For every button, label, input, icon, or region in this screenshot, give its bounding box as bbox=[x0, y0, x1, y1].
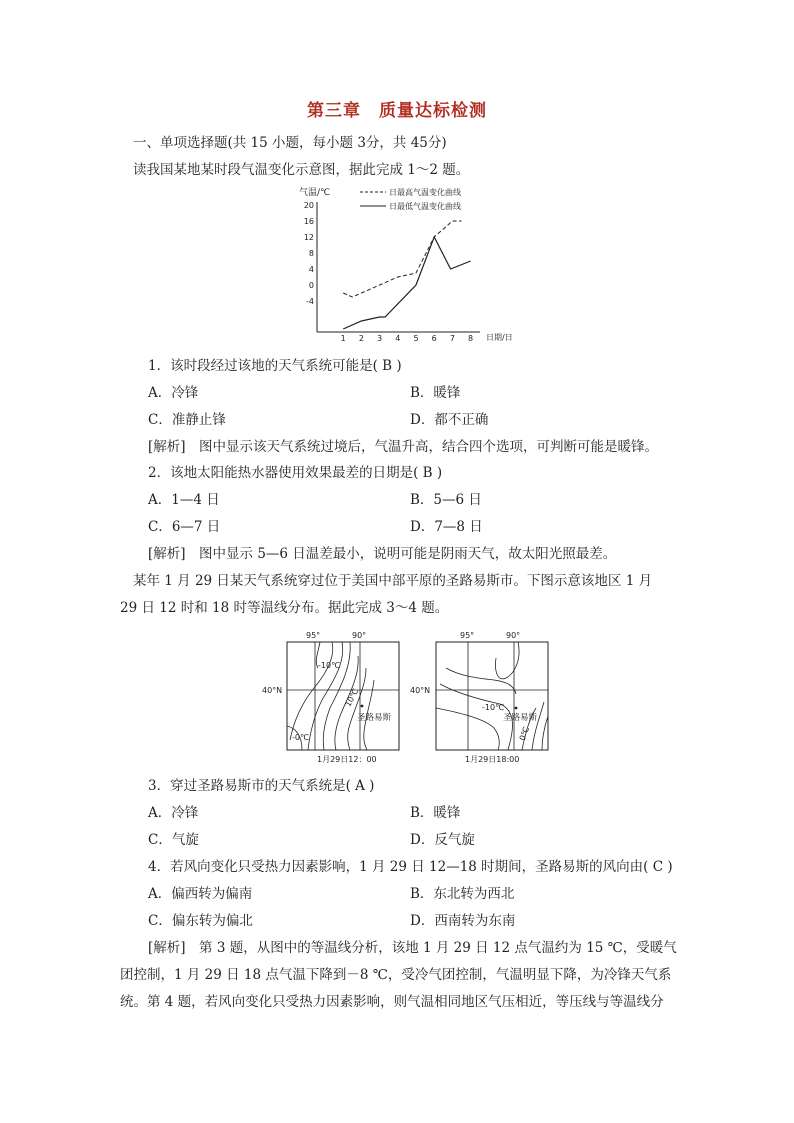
map2-isotherm bbox=[436, 708, 499, 750]
q4-option-c[interactable]: C．偏东转为偏北 bbox=[148, 913, 253, 929]
q3-option-c[interactable]: C．气旋 bbox=[148, 832, 199, 848]
map2-isotherm bbox=[440, 684, 513, 750]
map2-lat-40: 40°N bbox=[410, 686, 431, 695]
map1-lon-95: 95° bbox=[306, 631, 321, 640]
y-tick-label: 16 bbox=[303, 217, 314, 226]
map1-lat-40: 40°N bbox=[262, 686, 283, 695]
q1-analysis: [解析] 图中显示该天气系统过境后，气温升高，结合四个选项，可判断可能是暖锋。 bbox=[148, 439, 659, 455]
map1-label-0: -0℃ bbox=[292, 733, 309, 742]
isotherm-map-1200 bbox=[262, 628, 410, 768]
y-tick-label: 20 bbox=[303, 201, 314, 210]
y-tick-label: 4 bbox=[308, 265, 314, 274]
legend-high: 日最高气温变化曲线 bbox=[389, 188, 461, 197]
map1-city-marker bbox=[361, 705, 364, 708]
q2-stem: 2．该地太阳能热水器使用效果最差的日期是( B ) bbox=[148, 465, 443, 481]
q2-option-a[interactable]: A．1—4 日 bbox=[148, 492, 220, 508]
map2-label-minus10: -10℃ bbox=[482, 703, 505, 712]
q3-option-a[interactable]: A．冷锋 bbox=[148, 805, 199, 821]
x-tick-label: 6 bbox=[431, 334, 437, 343]
map2-isotherm bbox=[542, 716, 548, 750]
map1-lon-90: 90° bbox=[352, 631, 367, 640]
q2-option-b[interactable]: B．5—6 日 bbox=[410, 492, 482, 508]
map2-label-0: 0℃ bbox=[517, 725, 532, 742]
map1-isotherm bbox=[308, 642, 343, 750]
y-tick-label: 0 bbox=[308, 281, 314, 290]
q3-option-b[interactable]: B．暖锋 bbox=[410, 805, 461, 821]
q1-stem: 1．该时段经过该地的天气系统可能是( B ) bbox=[148, 358, 402, 374]
q2-analysis: [解析] 图中显示 5—6 日温差最小，说明可能是阴雨天气，故太阳光照最差。 bbox=[148, 546, 617, 562]
x-tick-label: 8 bbox=[468, 334, 474, 343]
map2-city: 圣路易斯 bbox=[503, 713, 538, 723]
y-tick-label: -4 bbox=[306, 297, 314, 306]
q1-option-b[interactable]: B．暖锋 bbox=[410, 385, 461, 401]
x-tick-label: 2 bbox=[358, 334, 364, 343]
q4-option-d[interactable]: D．西南转为东南 bbox=[410, 913, 516, 929]
map1-city: 圣路易斯 bbox=[357, 713, 392, 723]
map1-isotherm bbox=[323, 642, 350, 750]
q4-option-a[interactable]: A．偏西转为偏南 bbox=[148, 886, 253, 902]
chart-ylabel: 气温/℃ bbox=[299, 188, 331, 198]
intro-text-1: 读我国某地某时段气温变化示意图，据此完成 1～2 题。 bbox=[133, 162, 470, 178]
y-tick-label: 12 bbox=[303, 233, 314, 242]
x-tick-label: 3 bbox=[377, 334, 383, 343]
section-heading: 一、单项选择题(共 15 小题，每小题 3分，共 45分) bbox=[133, 135, 447, 151]
map2-city-marker bbox=[515, 707, 518, 710]
q1-option-d[interactable]: D．都不正确 bbox=[410, 412, 489, 428]
map1-isotherm bbox=[348, 668, 366, 750]
map2-frame bbox=[436, 642, 548, 750]
map2-caption: 1月29日18:00 bbox=[465, 755, 520, 764]
q34-analysis-line3: 统。第 4 题，若风向变化只受热力因素影响，则气温相同地区气压相近，等压线与等温线分 bbox=[120, 994, 664, 1010]
x-tick-label: 1 bbox=[340, 334, 346, 343]
q4-stem: 4．若风向变化只受热力因素影响，1 月 29 日 12—18 时期间，圣路易斯的风向由( C ) bbox=[148, 859, 673, 875]
q2-option-d[interactable]: D．7—8 日 bbox=[410, 519, 483, 535]
q1-option-a[interactable]: A．冷锋 bbox=[148, 385, 199, 401]
q3-stem: 3．穿过圣路易斯市的天气系统是( A ) bbox=[148, 778, 375, 794]
q34-analysis-line1: [解析] 第 3 题，从图中的等温线分析，该地 1 月 29 日 12 点气温约为 15 ℃，受暖气 bbox=[148, 940, 677, 956]
chart-xlabel: 日期/日 bbox=[486, 333, 513, 342]
map1-label-10: 10℃ bbox=[343, 687, 361, 709]
y-tick-label: 8 bbox=[308, 249, 314, 258]
q4-option-b[interactable]: B．东北转为西北 bbox=[410, 886, 515, 902]
q1-option-c[interactable]: C．准静止锋 bbox=[148, 412, 226, 428]
x-tick-label: 5 bbox=[413, 334, 419, 343]
intro-text-2-line2: 29 日 12 时和 18 时等温线分布。据此完成 3～4 题。 bbox=[120, 600, 449, 616]
map1-isotherm bbox=[290, 642, 333, 740]
isotherm-map-1800 bbox=[410, 628, 558, 768]
x-tick-label: 7 bbox=[449, 334, 455, 343]
intro-text-2-line1: 某年 1 月 29 日某天气系统穿过位于美国中部平原的圣路易斯市。下图示意该地区 1 月 bbox=[133, 573, 653, 589]
page-title: 第三章 质量达标检测 bbox=[307, 101, 487, 121]
series-low-line bbox=[343, 237, 470, 329]
legend-low: 日最低气温变化曲线 bbox=[389, 202, 461, 211]
series-high-line bbox=[343, 221, 461, 297]
map1-label-minus10: -10℃ bbox=[318, 661, 341, 670]
map2-lon-90: 90° bbox=[506, 631, 521, 640]
q2-option-c[interactable]: C．6—7 日 bbox=[148, 519, 221, 535]
map1-caption: 1月29日12：00 bbox=[317, 755, 377, 764]
map2-isotherm bbox=[495, 642, 519, 679]
x-tick-label: 4 bbox=[395, 334, 401, 343]
temperature-chart bbox=[290, 185, 530, 345]
q3-option-d[interactable]: D．反气旋 bbox=[410, 832, 475, 848]
q34-analysis-line2: 团控制，1 月 29 日 18 点气温下降到－8 ℃，受冷气团控制，气温明显下降，为冷锋天气系 bbox=[120, 967, 672, 983]
map2-lon-95: 95° bbox=[460, 631, 475, 640]
